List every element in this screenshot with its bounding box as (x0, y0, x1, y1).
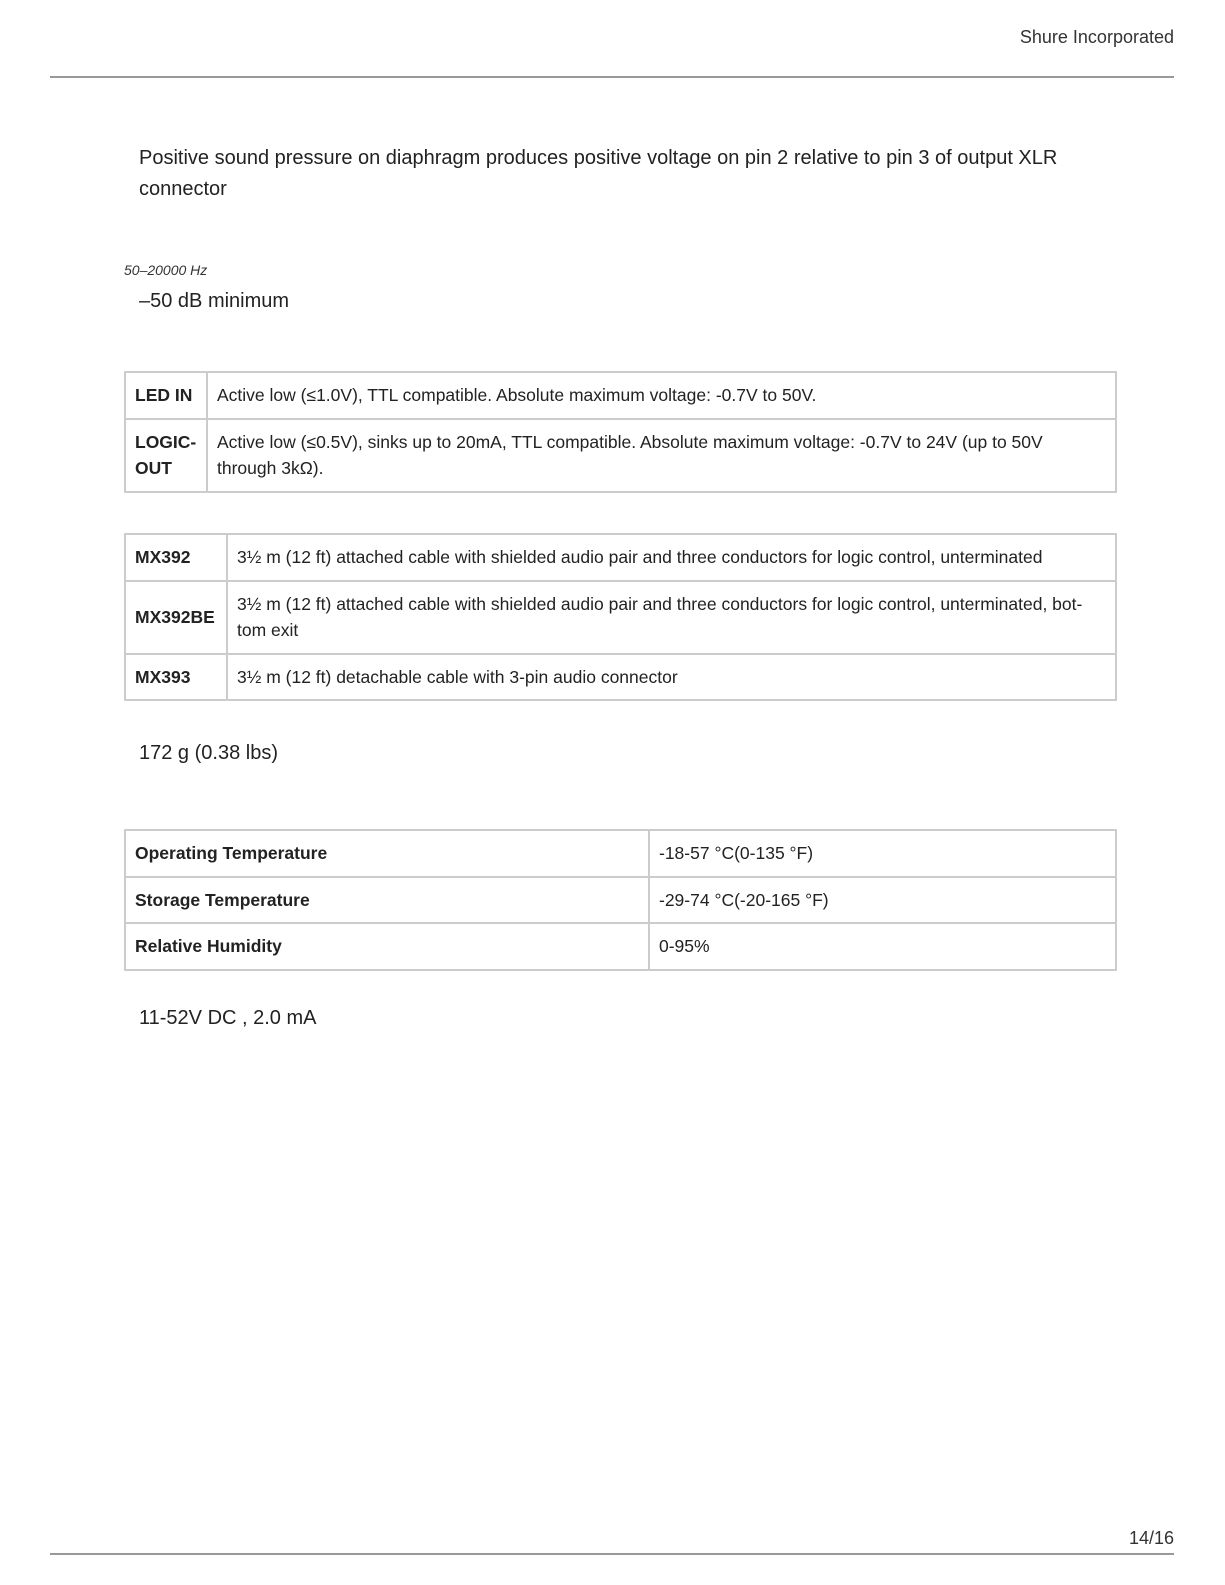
logic-table (124, 371, 1117, 493)
company-name: Shure Incorporated (1019, 27, 1174, 47)
cable-value-mx392: 3½ m (12 ft) attached cable with shielded audio pair and three conductors for logic control, unterminated (227, 534, 1116, 581)
cable-key-mx392be: MX392BE (125, 581, 227, 654)
logic-key-logic-out: LOGIC-OUT (125, 419, 207, 492)
env-value-relative-humidity: 0-95% (649, 923, 1116, 970)
logic-value-logic-out: Active low (≤0.5V), sinks up to 20mA, TTL compatible. Absolute maximum voltage: -0.7V to 24V (up to 50V through 3kΩ). (207, 419, 1116, 492)
footer-divider (50, 1553, 1174, 1555)
frequency-note: 50–20000 Hz (124, 262, 208, 278)
table-row (125, 877, 1116, 924)
header-divider (50, 76, 1174, 78)
signal-to-noise-text: –50 dB minimum (139, 290, 290, 312)
cable-table (124, 533, 1117, 701)
cable-value-mx392be: 3½ m (12 ft) attached cable with shielded audio pair and three conductors for logic control, unterminated, bot-tom exit (227, 581, 1116, 654)
page-number: 14/16 (1128, 1528, 1174, 1548)
env-key-storage-temperature: Storage Temperature (125, 877, 649, 924)
table-row (125, 830, 1116, 877)
logic-value-led-in: Active low (≤1.0V), TTL compatible. Absolute maximum voltage: -0.7V to 50V. (207, 372, 1116, 419)
table-row (125, 923, 1116, 970)
cable-key-mx393: MX393 (125, 654, 227, 701)
env-value-storage-temperature: -29-74 °C(-20-165 °F) (649, 877, 1116, 924)
env-key-operating-temperature: Operating Temperature (125, 830, 649, 877)
power-requirements-text: 11-52V DC , 2.0 mA (139, 1007, 317, 1029)
table-row (125, 419, 1116, 492)
cable-value-mx393: 3½ m (12 ft) detachable cable with 3-pin audio connector (227, 654, 1116, 701)
table-row (125, 654, 1116, 701)
env-key-relative-humidity: Relative Humidity (125, 923, 649, 970)
table-row (125, 534, 1116, 581)
table-row (125, 372, 1116, 419)
weight-text: 172 g (0.38 lbs) (139, 742, 278, 764)
env-value-operating-temperature: -18-57 °C(0-135 °F) (649, 830, 1116, 877)
table-row (125, 581, 1116, 654)
environment-table (124, 829, 1117, 971)
polarity-text: Positive sound pressure on diaphragm produces positive voltage on pin 2 relative to pin 3 of output XLR connector (139, 147, 1058, 200)
cable-key-mx392: MX392 (125, 534, 227, 581)
logic-key-led-in: LED IN (125, 372, 207, 419)
